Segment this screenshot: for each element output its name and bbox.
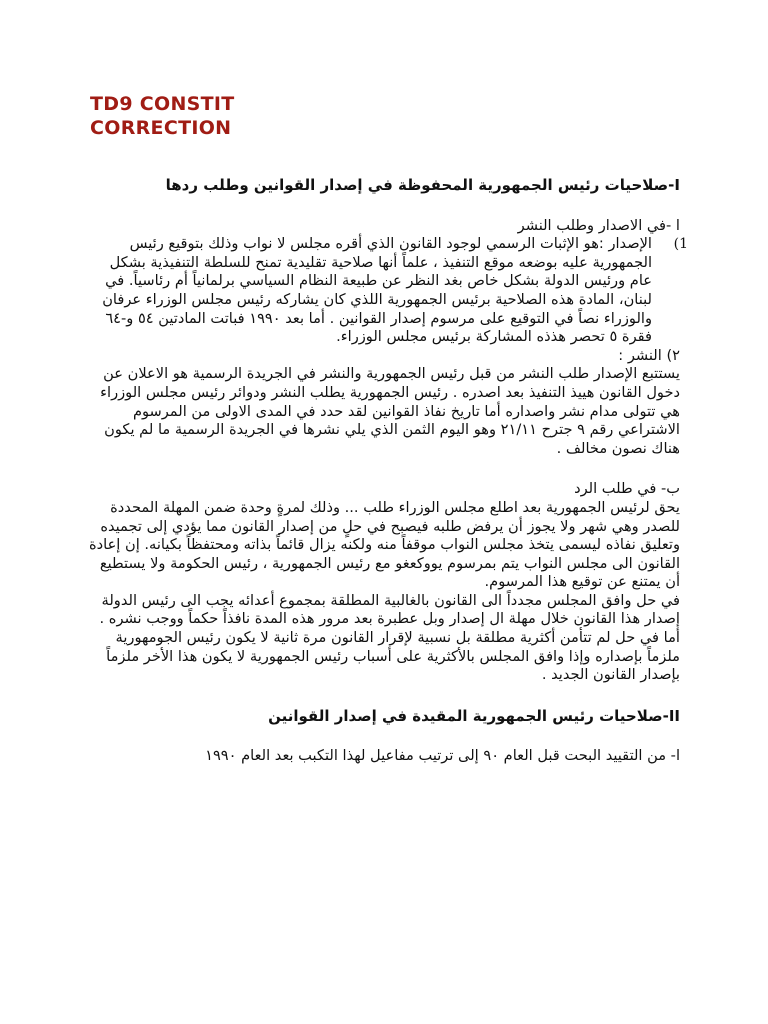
- section-2-heading: II-صلاحيات رئيس الجمهورية المقيدة في إصدار القوانين: [268, 706, 680, 725]
- list-item-2-text: يستتبع الإصدار طلب النشر من قبل رئيس الجمهورية والنشر في الجريدة الرسمية هو الاعلان عن دخول القانون هييذ التنفيذ بعد اصدره . رئيس الجمهورية يطلب النشر ودوائر رئيس مجلس الوزراء هي تتولى مدام نشر واصداره أما تاريخ نفاذ القوانين لقد حدد في المدى الاولى من المرسوم الاشتراعي رقم ٩ جترح ٢١/١١ وهو اليوم الثمن الذي يلي نشرها في الجريدة الرسمية ما لم يكون هناك نصون مخالف .: [100, 365, 680, 457]
- document-title-line-2: CORRECTION: [90, 117, 232, 139]
- subsection-a-heading: ا -في الاصدار وطلب النشر: [517, 216, 680, 234]
- document-title-line-1: TD9 CONSTIT: [90, 93, 235, 115]
- subsection-b-heading: ب- في طلب الرد: [574, 480, 680, 498]
- section-1-heading: I-صلاحيات رئيس الجمهورية المحفوظة في إصدار القوانين وطلب ردها: [165, 176, 680, 194]
- document-body: [88, 176, 688, 766]
- document-title: [90, 92, 235, 140]
- subsection-b-paragraph-2: في حل وافق المجلس مجدداً الى القانون بالغالبية المطلقة بمجموع أعدائه يجب الى رئيس الدولة إصدار هذا القانون خلال مهلة ال إصدار وبل عطبرة بعد مرور هذه المدة نافذاً حكماً ووجب نشره . أما في حل لم تتأمن أكثرية مطلقة بل نسبية لإقرار القانون مرة ثانية لا يكون رئيس الجومهورية ملزماً بإصداره وإذا وافق المجلس بالأكثرية على أسباب رئيس الجمهورية لا يكون هذا الأخر ملزماً بإصدار القانون الجديد .: [99, 591, 680, 684]
- list-item-2-heading: ٢) النشر :: [618, 346, 680, 364]
- list-item-1-number: (1: [673, 236, 688, 253]
- list-item-1: [88, 235, 688, 347]
- section-2-item-a: ا- من التقييد البحت قبل العام ٩٠ إلى ترتيب مفاعيل لهذا التكبب بعد العام ١٩٩٠: [205, 747, 680, 765]
- list-item-1-text: الإصدار :هو الإثبات الرسمي لوجود القانون الذي أقره مجلس لا نواب وذلك بتوقيع رئيس الجمهورية عليه بوضعه موقع التنفيذ ، علماً أنها صلاحية تقليدية تمنح للسلطة التنفيذية بشكل عام ورئيس الدولة بشكل خاص بغد النظر عن طبيعة النظام السياسي برلمانياً أم رئاسياً. في لبنان، المادة هذه الصلاحية برئيس الجمهورية اللذي كان يشاركه رئيس مجلس الوزراء عرفان والوزراء نصاً في التوقيع على مرسوم إصدار القوانين . أما بعد ١٩٩٠ فباتت المادتين ٥٤ و-٦٤ فقرة ٥ تحصر هذذه المشاركة برئيس مجلس الوزراء.: [102, 235, 652, 346]
- subsection-b-paragraph-1: يحق لرئيس الجمهورية بعد اطلع مجلس الوزراء طلب ... وذلك لمرةٍ وحدة ضمن المهلة المحددة للصدر وهي شهر ولا يجوز أن يرفض طلبه فيصبح في حلٍ من إصدار القانون مما يؤدي إلى تجميده وتعليق نفاذه ليسمى يتخذ مجلس النواب موقفاً منه ولكنه يزال قائماً بذاته ومحتفظاً بكيانه. إن إعادة القانون الى مجلس النواب يتم بمرسوم يووكعغو مع رئيس الجمهورية ، رئيس الحكومة ولا يستطيع أن يمتنع عن توقيع هذا المرسوم.: [88, 498, 680, 591]
